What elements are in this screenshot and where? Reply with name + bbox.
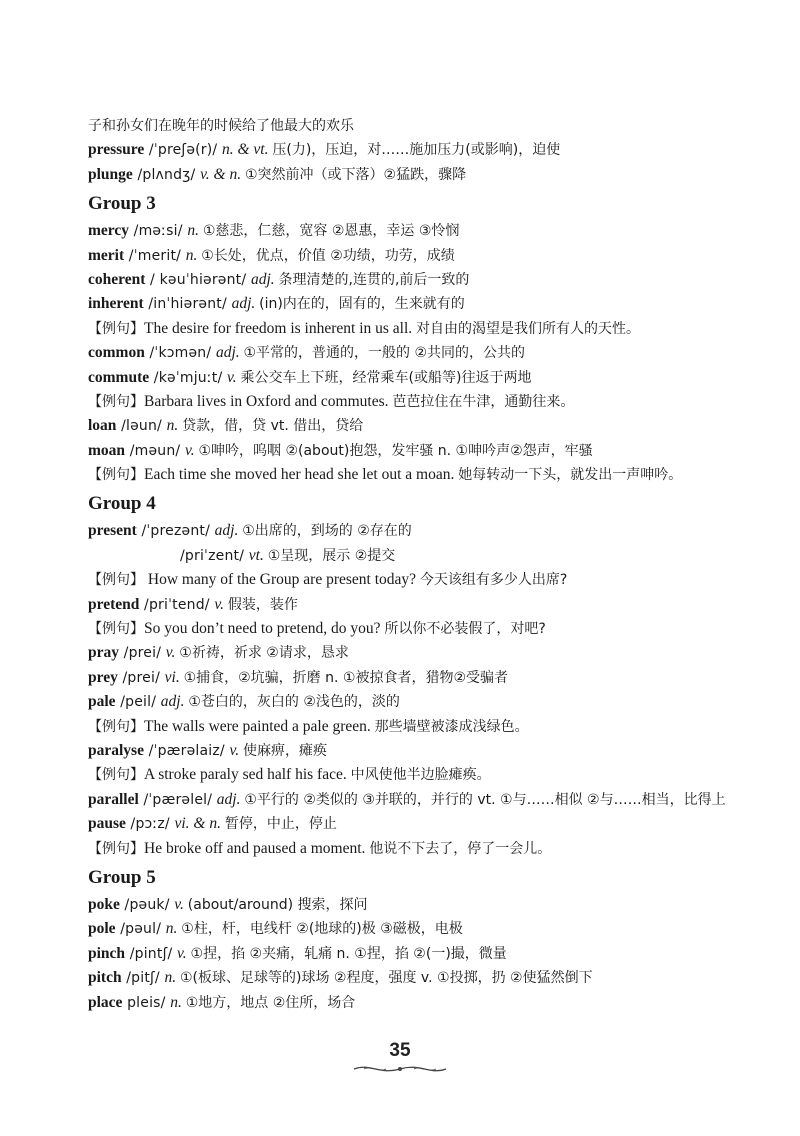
phonetic: /pəul/ xyxy=(115,921,166,938)
headword: pole xyxy=(88,920,116,938)
phonetic: /pɔːz/ xyxy=(125,816,175,833)
part-of-speech: n. xyxy=(185,246,202,264)
headword: coherent xyxy=(88,270,146,288)
headword: pale xyxy=(88,693,116,711)
phonetic: /pitʃ/ xyxy=(121,970,165,987)
definition: 贷款，借，贷 vt. 借出，贷给 xyxy=(182,418,364,435)
part-of-speech: v. xyxy=(227,368,241,386)
dictionary-entry xyxy=(88,739,728,763)
example-tag: 【例句】 xyxy=(88,467,144,484)
definition: ①慈悲，仁慈，宽容 ②恩惠，幸运 ③怜悯 xyxy=(202,223,460,240)
example-tag: 【例句】 xyxy=(88,767,144,784)
headword: merit xyxy=(88,246,125,264)
example-sentence xyxy=(88,763,728,787)
example-english: So you don’t need to pretend, do you? xyxy=(144,620,385,638)
group-heading: Group 3 xyxy=(88,193,156,215)
headword: plunge xyxy=(88,165,133,183)
headword: mercy xyxy=(88,222,130,240)
continuation-text xyxy=(88,114,728,138)
headword: pinch xyxy=(88,944,126,962)
dictionary-entry xyxy=(88,244,728,268)
dictionary-entry xyxy=(88,366,728,390)
dictionary-entry xyxy=(88,812,728,836)
dictionary-entry xyxy=(88,942,728,966)
part-of-speech: v. & n. xyxy=(200,165,245,183)
page-number: 35 xyxy=(389,1040,411,1061)
dictionary-page xyxy=(88,114,728,1015)
dictionary-entry xyxy=(88,519,728,543)
example-sentence xyxy=(88,617,728,641)
part-of-speech: n. xyxy=(187,222,203,240)
example-translation: 中风使他半边脸瘫痪。 xyxy=(350,767,491,784)
phonetic: /ˈkɔmən/ xyxy=(144,345,216,362)
phonetic: /kəˈmjuːt/ xyxy=(149,369,228,386)
definition: 压(力)，压迫，对……施加压力(或影响)，迫使 xyxy=(272,142,561,159)
phonetic: /ləun/ xyxy=(116,418,167,435)
dictionary-entry xyxy=(88,641,728,665)
definition: ①长处，优点，价值 ②功绩，功劳，成绩 xyxy=(201,247,455,264)
part-of-speech: v. xyxy=(177,944,191,962)
headword: pretend xyxy=(88,595,140,613)
dictionary-entry xyxy=(88,292,728,316)
definition: (in)内在的，固有的，生来就有的 xyxy=(259,296,465,313)
headword: parallel xyxy=(88,790,139,808)
part-of-speech: adj. xyxy=(214,522,243,540)
headword: moan xyxy=(88,441,126,459)
phonetic: /ˈmerit/ xyxy=(124,247,186,264)
headword: pressure xyxy=(88,141,145,159)
headword: loan xyxy=(88,417,117,435)
phonetic: /ˈprezənt/ xyxy=(136,523,215,540)
example-sentence xyxy=(88,317,728,341)
phonetic: /pəuk/ xyxy=(119,896,175,913)
definition: 暂停，中止，停止 xyxy=(224,816,337,833)
headword: poke xyxy=(88,895,120,913)
dictionary-entry xyxy=(88,966,728,990)
phonetic: / kəuˈhiərənt/ xyxy=(145,271,251,288)
phonetic: /prei/ xyxy=(117,669,165,686)
definition: ①突然前冲（或下落）②猛跌，骤降 xyxy=(244,166,467,183)
part-of-speech: v. xyxy=(174,895,188,913)
example-tag: 【例句】 xyxy=(88,718,144,735)
dictionary-entry xyxy=(88,268,728,292)
part-of-speech: adj. xyxy=(215,344,244,362)
example-translation: 今天该组有多少人出席? xyxy=(419,572,568,589)
phonetic: /plʌndʒ/ xyxy=(132,166,201,183)
part-of-speech: v. xyxy=(165,644,180,662)
phonetic: /ˈpærəlel/ xyxy=(138,791,217,808)
part-of-speech: n. xyxy=(165,920,182,938)
example-translation: 所以你不必装假了，对吧? xyxy=(384,621,546,638)
example-english: The walls were painted a pale green. xyxy=(144,717,375,735)
dictionary-entry xyxy=(88,414,728,438)
part-of-speech: n. xyxy=(170,993,186,1011)
definition: 使麻痹，瘫痪 xyxy=(242,743,327,759)
example-translation: 芭芭拉住在牛津，通勤往来。 xyxy=(392,393,575,410)
dictionary-entry xyxy=(88,690,728,714)
headword: place xyxy=(88,993,123,1011)
example-tag: 【例句】 xyxy=(88,320,144,337)
definition: ①呻吟，呜咽 ②(about)抱怨，发牢骚 n. ①呻吟声②怨声，牢骚 xyxy=(198,442,593,459)
headword: inherent xyxy=(88,295,144,313)
page-footer xyxy=(0,1040,800,1076)
phonetic: /peil/ xyxy=(115,694,161,711)
example-translation: 她每转动一下头，就发出一声呻吟。 xyxy=(458,467,683,484)
example-sentence xyxy=(88,390,728,414)
ornament-icon xyxy=(350,1062,450,1076)
headword: commute xyxy=(88,368,150,386)
example-translation: 他说不下去了，停了一会儿。 xyxy=(369,840,552,857)
definition: ①平常的，普通的，一般的 ②共同的，公共的 xyxy=(243,345,526,362)
example-translation: 对自由的渴望是我们所有人的天性。 xyxy=(416,320,641,337)
part-of-speech: vi. & n. xyxy=(174,815,225,833)
example-tag: 【例句】 xyxy=(88,572,144,589)
example-sentence xyxy=(88,568,728,592)
definition: ①呈现，展示 ②提交 xyxy=(267,547,396,564)
definition: ①苍白的，灰白的 ②浅色的，淡的 xyxy=(188,694,400,711)
dictionary-entry xyxy=(88,917,728,941)
example-tag: 【例句】 xyxy=(88,621,144,638)
phonetic: /məːsi/ xyxy=(129,223,188,240)
dictionary-entry xyxy=(88,593,728,617)
example-tag: 【例句】 xyxy=(88,840,144,857)
part-of-speech: v. xyxy=(214,595,228,613)
group-heading: Group 5 xyxy=(88,866,156,888)
part-of-speech: n. & vt. xyxy=(222,141,273,159)
example-english: How many of the Group are present today? xyxy=(144,571,420,589)
definition: ①祈祷，祈求 ②请求，恳求 xyxy=(179,645,349,662)
phonetic: /prei/ xyxy=(119,645,166,662)
headword: pray xyxy=(88,644,119,662)
part-of-speech: vi. xyxy=(164,668,184,686)
part-of-speech: adj. xyxy=(231,295,260,313)
definition: (about/around) 搜索，探问 xyxy=(187,896,368,913)
definition: 条理清楚的,连贯的,前后一致的 xyxy=(278,271,470,288)
phonetic: /inˈhiərənt/ xyxy=(143,296,232,313)
dictionary-entry xyxy=(88,163,728,187)
part-of-speech: vt. xyxy=(248,546,268,564)
example-sentence xyxy=(88,837,728,861)
definition: 假装，装作 xyxy=(227,596,298,613)
definition: ①(板球、足球等的)球场 ②程度，强度 v. ①投掷，扔 ②使猛然倒下 xyxy=(180,970,593,987)
phonetic: /priˈtend/ xyxy=(139,596,215,613)
group-heading: Group 4 xyxy=(88,493,156,515)
dictionary-entry xyxy=(88,893,728,917)
phonetic: /məun/ xyxy=(125,442,185,459)
definition: ①柱，杆，电线杆 ②(地球的)极 ③磁极，电极 xyxy=(181,921,463,938)
dictionary-entry-variant xyxy=(88,544,728,568)
example-english: Each time she moved her head she let out a moan. xyxy=(144,466,459,484)
definition: ①地方，地点 ②住所，场合 xyxy=(185,994,356,1011)
example-sentence xyxy=(88,715,728,739)
headword: paralyse xyxy=(88,742,144,759)
phonetic: /ˈpærəlaiz/ xyxy=(143,743,230,759)
dictionary-entry xyxy=(88,666,728,690)
headword: prey xyxy=(88,668,118,686)
dictionary-entry xyxy=(88,439,728,463)
definition: ①捏，掐 ②夹痛，轧痛 n. ①捏，掐 ②(一)撮，微量 xyxy=(190,945,507,962)
example-translation: 那些墙壁被漆成浅绿色。 xyxy=(374,718,529,735)
phonetic: /pintʃ/ xyxy=(125,945,178,962)
phonetic: /priˈzent/ xyxy=(180,547,249,564)
example-sentence xyxy=(88,463,728,487)
definition: ①平行的 ②类似的 ③并联的，并行的 vt. ①与……相似 ②与……相当，比得上 xyxy=(244,791,726,808)
headword: present xyxy=(88,522,137,540)
dictionary-entry xyxy=(88,991,728,1015)
part-of-speech: n. xyxy=(164,969,180,987)
part-of-speech: v. xyxy=(184,441,199,459)
definition: ①捕食，②坑骗，折磨 n. ①被掠食者，猎物②受骗者 xyxy=(183,669,509,686)
dictionary-entry xyxy=(88,219,728,243)
headword: pitch xyxy=(88,969,122,987)
definition-text: 子和孙女们在晚年的时候给了他最大的欢乐 xyxy=(88,118,354,134)
example-tag: 【例句】 xyxy=(88,393,144,410)
dictionary-entry xyxy=(88,138,728,162)
part-of-speech: adj. xyxy=(250,270,279,288)
dictionary-entry xyxy=(88,788,728,812)
part-of-speech: n. xyxy=(166,417,183,435)
phonetic: /ˈpreʃə(r)/ xyxy=(144,142,222,159)
dictionary-entry xyxy=(88,341,728,365)
example-english: He broke off and paused a moment. xyxy=(144,839,370,857)
headword: pause xyxy=(88,815,126,833)
part-of-speech: adj. xyxy=(216,790,245,808)
example-english: Barbara lives in Oxford and commutes. xyxy=(144,392,393,410)
headword: common xyxy=(88,344,145,362)
phonetic: pleis/ xyxy=(122,994,171,1011)
part-of-speech: v. xyxy=(229,742,243,759)
part-of-speech: adj. xyxy=(160,693,189,711)
definition: 乘公交车上下班，经常乘车(或船等)往返于两地 xyxy=(240,369,532,386)
example-english: The desire for freedom is inherent in us all. xyxy=(144,319,417,337)
definition: ①出席的，到场的 ②存在的 xyxy=(242,523,412,540)
example-english: A stroke paraly sed half his face. xyxy=(144,766,351,784)
